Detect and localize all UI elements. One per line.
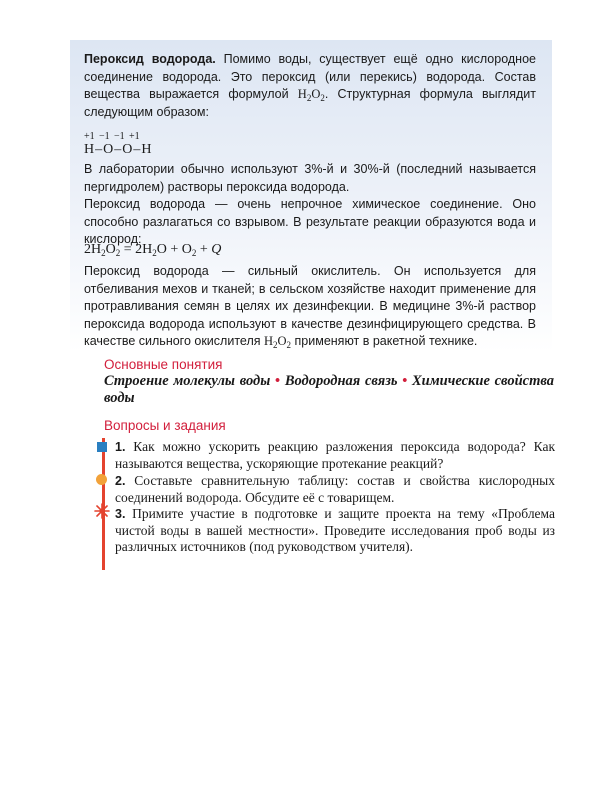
question-3: 3. Примите участие в подготовке и защите проекта на тему «Проблема чистой воды в вашей местности». Проведите исследования проб воды из различных источников (под руководством учителя). [115,506,555,554]
question-2: 2. Составьте сравнительную таблицу: состав и свойства кислородных соединений водорода. Обсудите её с товарищем. [115,473,555,505]
star-marker-icon [94,503,110,519]
h2o2-formula-inline: $H_2O_2$ [263,334,292,350]
concepts-heading: Основные понятия [104,357,223,372]
square-marker-icon [97,442,107,452]
concept-item: Водородная связь [284,373,398,389]
structural-formula: H–O–O–H [84,142,153,157]
decomposition-reaction: $2H_2O_2 = 2H_2O + O_2 + Q$ [84,242,222,258]
oxidizer-paragraph: Пероксид водорода — сильный окислитель. Он используется для отбеливания мехов и тканей; в сельском хозяйстве находит применение для протравливания семян в целях их дезинфекции. В медицине 3%-й раствор пероксида водорода используют в качестве дезинфицирующего средства. В качестве сильного окислителя $H_2O_2$ применяют в ракетной технике. [84,264,536,350]
intro-paragraph: Пероксид водорода. Помимо воды, существует ещё одно кислородное соединение водорода. Это пероксид (или перекись) водорода. Состав вещества выражается формулой $H_2O_2$. Структурная формула выглядит следующим образом: [84,52,536,119]
question-1: 1. Как можно ускорить реакцию разложения пероксида водорода? Как называются вещества, ускоряющие протекание реакций? [115,439,555,471]
concept-item: Химические свойства воды [104,373,554,406]
concepts-list: Строение молекулы воды • Водородная связь • Химические свойства воды [104,373,554,406]
oxidation-states: +1 −1 −1 +1 [84,131,140,142]
section-title: Пероксид водорода. [84,52,216,66]
concept-item: Строение молекулы воды [104,373,271,389]
h2o2-formula: $H_2O_2$ [297,87,325,103]
decomposition-paragraph: Пероксид водорода — очень непрочное химическое соединение. Оно способно разлагаться со взрывом. В результате реакции образуются вода и кислород: [84,197,536,246]
circle-marker-icon [96,474,107,485]
questions-heading: Вопросы и задания [104,418,226,433]
lab-paragraph: В лаборатории обычно используют 3%-й и 30%-й (последний называется пергидролем) растворы пероксида водорода. [84,162,536,194]
